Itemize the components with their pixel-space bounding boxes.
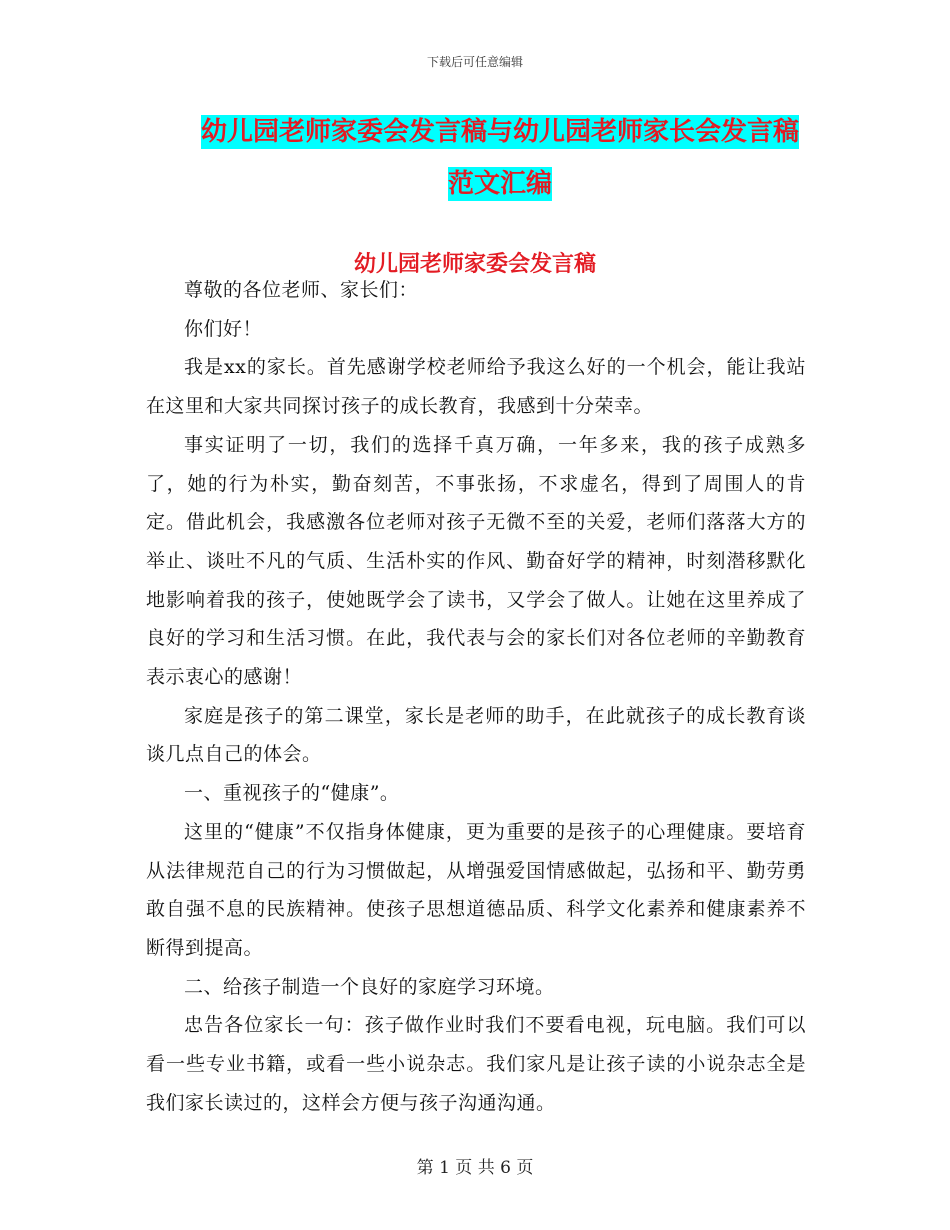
paragraph: 事实证明了一切，我们的选择千真万确，一年多来，我的孩子成熟多了，她的行为朴实，勤奋刻苦，不事张扬，不求虚名，得到了周围人的肯定。借此机会，我感激各位老师对孩子无微不至的关爱，老师们落落大方的举止、谈吐不凡的气质、生活朴实的作风、勤奋好学的精神，时刻潜移默化地影响着我的孩子，使她既学会了读书，又学会了做人。让她在这里养成了良好的学习和生活习惯。在此，我代表与会的家长们对各位老师的辛勤教育表示衷心的感谢！: [146, 433, 806, 689]
body-text: [146, 271, 806, 1122]
paragraph: 家庭是孩子的第二课堂，家长是老师的助手，在此就孩子的成长教育谈谈几点自己的体会。: [146, 704, 806, 766]
section-title: 幼儿园老师家委会发言稿: [353, 252, 596, 277]
paragraph: 一、重视孩子的“健康”。: [184, 782, 400, 805]
title-line-1: 幼儿园老师家委会发言稿与幼儿园老师家长会发言稿: [200, 117, 799, 147]
paragraph: 尊敬的各位老师、家长们：: [184, 279, 419, 301]
document-title: [150, 106, 850, 210]
paragraph: 我是xx的家长。首先感谢学校老师给予我这么好的一个机会，能让我站在这里和大家共同探讨孩子的成长教育，我感到十分荣幸。: [146, 356, 806, 418]
header-note: 下载后可任意编辑: [426, 55, 523, 69]
paragraph: 你们好！: [184, 317, 263, 340]
page-footer: 第 1 页 共 6 页: [416, 1158, 534, 1178]
paragraph: 这里的“健康”不仅指身体健康，更为重要的是孩子的心理健康。要培育从法律规范自己的行为习惯做起，从增强爱国情感做起，弘扬和平、勤劳勇敢自强不息的民族精神。使孩子思想道德品质、科学文化素养和健康素养不断得到提高。: [146, 820, 806, 959]
paragraph: 忠告各位家长一句：孩子做作业时我们不要看电视，玩电脑。我们可以看一些专业书籍，或看一些小说杂志。我们家凡是让孩子读的小说杂志全是我们家长读过的，这样会方便与孩子沟通沟通。: [146, 1014, 806, 1114]
paragraph: 二、给孩子制造一个良好的家庭学习环境。: [184, 975, 555, 998]
title-line-2: 范文汇编: [447, 169, 552, 199]
